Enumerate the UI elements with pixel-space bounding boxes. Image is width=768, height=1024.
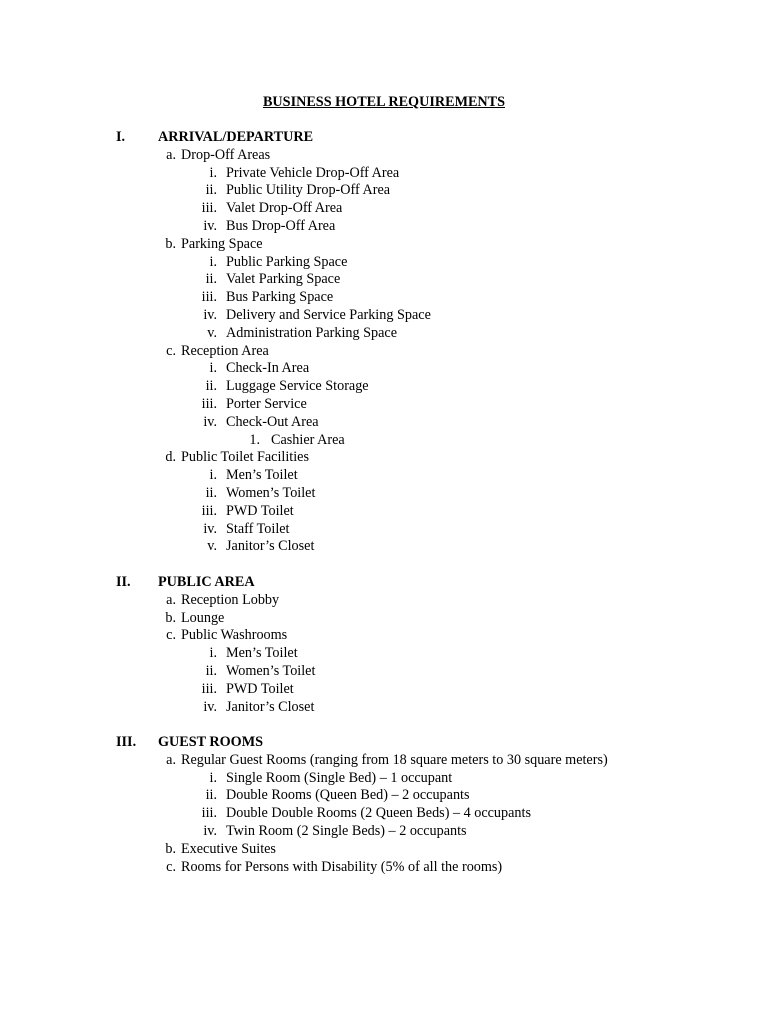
list-item-marker: i. bbox=[209, 467, 217, 484]
list-item-marker: iv. bbox=[203, 413, 217, 430]
list-item bbox=[0, 218, 768, 236]
subsection-item-marker: a. bbox=[166, 751, 176, 768]
subsection-item-text: Public Toilet Facilities bbox=[181, 449, 309, 466]
list-item-text: Valet Drop-Off Area bbox=[226, 200, 343, 217]
list-item-text: Women’s Toilet bbox=[226, 662, 316, 679]
list-item bbox=[0, 521, 768, 539]
subsection-item-marker: b. bbox=[165, 840, 176, 857]
list-item-marker: ii. bbox=[205, 787, 217, 804]
section-heading bbox=[0, 574, 768, 592]
subsection-item-marker: c. bbox=[166, 858, 176, 875]
list-item-marker: iii. bbox=[201, 289, 217, 306]
list-item-marker: i. bbox=[209, 164, 217, 181]
list-item-marker: i. bbox=[209, 769, 217, 786]
section-spacer bbox=[0, 556, 768, 574]
subsection-item-text: Parking Space bbox=[181, 235, 263, 252]
list-item-marker: iv. bbox=[203, 217, 217, 234]
subsection-item bbox=[0, 449, 768, 467]
list-item-marker: ii. bbox=[205, 484, 217, 501]
list-item-text: Single Room (Single Bed) – 1 occupant bbox=[226, 769, 453, 786]
list-item bbox=[0, 200, 768, 218]
list-item-text: Double Rooms (Queen Bed) – 2 occupants bbox=[226, 787, 470, 804]
document-title: BUSINESS HOTEL REQUIREMENTS bbox=[262, 94, 506, 110]
list-item-marker: v. bbox=[207, 324, 217, 341]
subsection-item bbox=[0, 343, 768, 361]
list-item-text: Administration Parking Space bbox=[226, 324, 398, 341]
list-item-marker: iii. bbox=[201, 502, 217, 519]
list-item-marker: ii. bbox=[205, 378, 217, 395]
section-heading-marker: I. bbox=[116, 129, 126, 145]
list-item-marker: iv. bbox=[203, 698, 217, 715]
list-item bbox=[0, 538, 768, 556]
list-item-text: PWD Toilet bbox=[226, 502, 294, 519]
section-heading-marker: III. bbox=[116, 734, 137, 751]
section-heading bbox=[0, 734, 768, 752]
list-item-text: Delivery and Service Parking Space bbox=[226, 306, 431, 323]
list-item bbox=[0, 360, 768, 378]
subsection-item-marker: c. bbox=[166, 627, 176, 644]
list-item-marker: ii. bbox=[205, 182, 217, 199]
list-item bbox=[0, 182, 768, 200]
section-heading-marker: II. bbox=[116, 573, 131, 590]
subsection-item bbox=[0, 147, 768, 165]
list-item-marker: iv. bbox=[203, 520, 217, 537]
list-item bbox=[0, 787, 768, 805]
subsection-item-marker: b. bbox=[165, 235, 176, 252]
list-item-marker: iii. bbox=[201, 805, 217, 822]
list-item-text: Bus Drop-Off Area bbox=[226, 217, 336, 234]
list-item bbox=[0, 378, 768, 396]
subsection-item-marker: d. bbox=[165, 449, 176, 466]
sub-list-item-marker: 1. bbox=[249, 431, 260, 448]
list-item-text: Double Double Rooms (2 Queen Beds) – 4 occupants bbox=[226, 805, 531, 822]
list-item-text: Staff Toilet bbox=[226, 520, 290, 537]
subsection-item-text: Executive Suites bbox=[181, 840, 276, 857]
list-item bbox=[0, 289, 768, 307]
list-item-text: Women’s Toilet bbox=[226, 484, 316, 501]
list-item-marker: v. bbox=[207, 538, 217, 555]
requirements-outline bbox=[0, 129, 768, 876]
subsection-item-text: Regular Guest Rooms (ranging from 18 square meters to 30 square meters) bbox=[181, 751, 608, 768]
section-heading-text: GUEST ROOMS bbox=[158, 734, 263, 751]
list-item-marker: iii. bbox=[201, 200, 217, 217]
list-item bbox=[0, 805, 768, 823]
list-item-text: Porter Service bbox=[226, 395, 307, 412]
subsection-item bbox=[0, 841, 768, 859]
list-item bbox=[0, 307, 768, 325]
list-item bbox=[0, 681, 768, 699]
list-item bbox=[0, 325, 768, 343]
list-item-text: Men’s Toilet bbox=[226, 467, 298, 484]
list-item-marker: i. bbox=[209, 253, 217, 270]
section-heading bbox=[0, 129, 768, 147]
subsection-item bbox=[0, 752, 768, 770]
list-item bbox=[0, 467, 768, 485]
subsection-item-marker: a. bbox=[166, 146, 176, 163]
list-item bbox=[0, 503, 768, 521]
list-item-marker: i. bbox=[209, 645, 217, 662]
subsection-item-marker: b. bbox=[165, 609, 176, 626]
sub-list-item bbox=[0, 432, 768, 450]
subsection-item-text: Reception Lobby bbox=[181, 591, 280, 608]
list-item-marker: ii. bbox=[205, 662, 217, 679]
list-item-text: Janitor’s Closet bbox=[226, 698, 315, 715]
list-item-text: Luggage Service Storage bbox=[226, 378, 369, 395]
list-item-text: Public Utility Drop-Off Area bbox=[226, 182, 391, 199]
subsection-item bbox=[0, 627, 768, 645]
list-item-text: Check-In Area bbox=[226, 360, 310, 377]
subsection-item bbox=[0, 236, 768, 254]
list-item bbox=[0, 645, 768, 663]
list-item-marker: iv. bbox=[203, 823, 217, 840]
list-item-text: Bus Parking Space bbox=[226, 289, 334, 306]
list-item-text: Janitor’s Closet bbox=[226, 538, 315, 555]
list-item-text: Men’s Toilet bbox=[226, 645, 298, 662]
subsection-item-text: Public Washrooms bbox=[181, 627, 288, 644]
list-item-text: Public Parking Space bbox=[226, 253, 348, 270]
list-item bbox=[0, 699, 768, 717]
subsection-item-marker: c. bbox=[166, 342, 176, 359]
list-item-marker: i. bbox=[209, 360, 217, 377]
subsection-item-text: Drop-Off Areas bbox=[181, 146, 271, 163]
list-item-text: Valet Parking Space bbox=[226, 271, 341, 288]
subsection-item-text: Reception Area bbox=[181, 342, 269, 359]
list-item bbox=[0, 770, 768, 788]
list-item-marker: ii. bbox=[205, 271, 217, 288]
subsection-item bbox=[0, 610, 768, 628]
section-heading-text: ARRIVAL/DEPARTURE bbox=[158, 129, 314, 145]
section-spacer bbox=[0, 716, 768, 734]
list-item-marker: iii. bbox=[201, 395, 217, 412]
list-item bbox=[0, 823, 768, 841]
subsection-item-text: Rooms for Persons with Disability (5% of all the rooms) bbox=[181, 858, 503, 875]
list-item bbox=[0, 254, 768, 272]
list-item bbox=[0, 485, 768, 503]
list-item-marker: iii. bbox=[201, 680, 217, 697]
list-item bbox=[0, 165, 768, 183]
list-item-text: Twin Room (2 Single Beds) – 2 occupants bbox=[226, 823, 467, 840]
subsection-item-marker: a. bbox=[166, 591, 176, 608]
list-item-text: Check-Out Area bbox=[226, 413, 319, 430]
list-item-text: PWD Toilet bbox=[226, 680, 294, 697]
list-item bbox=[0, 414, 768, 432]
list-item-marker: iv. bbox=[203, 306, 217, 323]
list-item-text: Private Vehicle Drop-Off Area bbox=[226, 164, 400, 181]
subsection-item-text: Lounge bbox=[181, 609, 225, 626]
subsection-item bbox=[0, 592, 768, 610]
section-heading-text: PUBLIC AREA bbox=[158, 573, 255, 590]
list-item bbox=[0, 663, 768, 681]
list-item bbox=[0, 396, 768, 414]
sub-list-item-text: Cashier Area bbox=[271, 431, 345, 448]
list-item bbox=[0, 271, 768, 289]
subsection-item bbox=[0, 859, 768, 877]
